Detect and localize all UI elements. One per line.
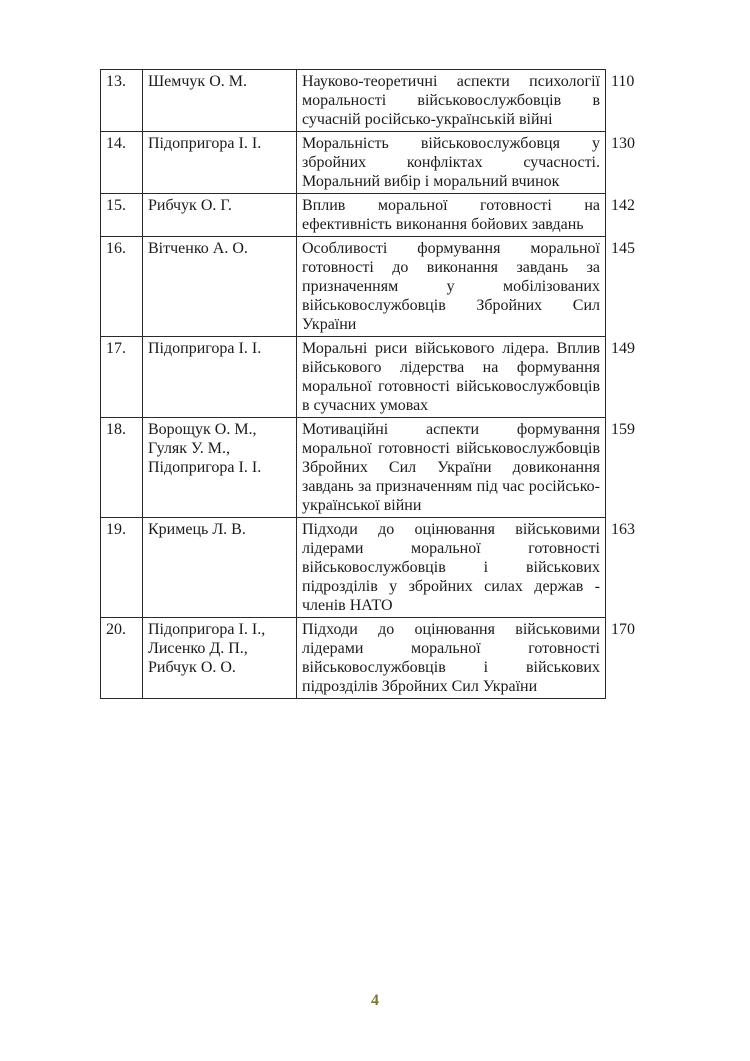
page-number: 4 (371, 992, 379, 1009)
entry-title (297, 237, 606, 337)
entry-title-text: Науково-теоретичні аспекти психології моральності військовослужбовців в сучасній російсько-українській війні (302, 73, 600, 128)
table-row: 20. Підопригора І. І., Лисенко Д. П., Рибчук О. О. Підходи до оцінювання військовими лідерами моральної готовності військовослужбовців і військових підрозділів Збройних Сил України 170 (101, 618, 606, 699)
entry-author: Рибчук О. Г. (143, 194, 297, 237)
table-row: 15. Рибчук О. Г. Вплив моральної готовності на ефективність виконання бойових завдань 142 (101, 194, 606, 237)
entry-title-text: Моральні риси військового лідера. Вплив військового лідерства на формування моральної готовності військовослужбовців в сучасних умовах (302, 340, 600, 414)
entry-number: 15. (101, 194, 143, 237)
entry-number: 13. (101, 70, 143, 132)
entry-title-text: Моральність військовослужбовця у збройних конфліктах сучасності. Моральний вибір і моральний вчинок (302, 135, 600, 190)
table-row: 14. Підопригора І. І. Моральність військовослужбовця у збройних конфліктах сучасності. Моральний вибір і моральний вчинок 130 (101, 132, 606, 194)
contents-table (100, 69, 635, 699)
entry-title-text: Особливості формування моральної готовності до виконання завдань за призначенням у мобілізованих військовослужбовців Збройних Сил України (302, 240, 600, 333)
entry-title (297, 70, 606, 132)
entry-number: 18. (101, 418, 143, 518)
entry-title-text: Підходи до оцінювання військовими лідерами моральної готовності військовослужбовців і військових підрозділів у збройних силах держав - членів НАТО (302, 521, 600, 614)
entry-author: Ворощук О. М., Гуляк У. М., Підопригора І. І. (143, 418, 297, 518)
entry-author: Підопригора І. І., Лисенко Д. П., Рибчук О. О. (143, 618, 297, 699)
entry-author: Підопригора І. І. (143, 337, 297, 418)
entry-number: 20. (101, 618, 143, 699)
entry-title (297, 518, 606, 618)
table-row: 13. Шемчук О. М. Науково-теоретичні аспекти психології моральності військовослужбовців в сучасній російсько-українській війні 110 (101, 70, 606, 132)
table-row: 19. Кримець Л. В. Підходи до оцінювання військовими лідерами моральної готовності військовослужбовців і військових підрозділів у збройних силах держав - членів НАТО 163 (101, 518, 606, 618)
entry-title (297, 194, 606, 237)
entry-title (297, 337, 606, 418)
entry-number: 14. (101, 132, 143, 194)
entry-title-text: Вплив моральної готовності на ефективність виконання бойових завдань (302, 197, 600, 233)
entry-number: 16. (101, 237, 143, 337)
entry-author: Підопригора І. І. (143, 132, 297, 194)
entry-title-text: Підходи до оцінювання військовими лідерами моральної готовності військовослужбовців і військових підрозділів Збройних Сил України (302, 621, 600, 695)
table-row: 17. Підопригора І. І. Моральні риси військового лідера. Вплив військового лідерства на формування моральної готовності військовослужбовців в сучасних умовах 149 (101, 337, 606, 418)
table-row: 18. Ворощук О. М., Гуляк У. М., Підопригора І. І. Мотиваційні аспекти формування моральної готовності військовослужбовців Збройних Сил України довиконання завдань за призначенням під час російсько-української війни 159 (101, 418, 606, 518)
entry-number: 17. (101, 337, 143, 418)
entry-title-text: Мотиваційні аспекти формування моральної готовності військовослужбовців Збройних Сил України довиконання завдань за призначенням під час російсько-української війни (302, 421, 600, 514)
table-row: 16. Вітченко А. О. Особливості формування моральної готовності до виконання завдань за призначенням у мобілізованих військовослужбовців Збройних Сил України 145 (101, 237, 606, 337)
entry-title (297, 132, 606, 194)
entry-author: Шемчук О. М. (143, 70, 297, 132)
entry-title (297, 618, 606, 699)
entry-number: 19. (101, 518, 143, 618)
entry-author: Вітченко А. О. (143, 237, 297, 337)
entry-title (297, 418, 606, 518)
entry-author: Кримець Л. В. (143, 518, 297, 618)
